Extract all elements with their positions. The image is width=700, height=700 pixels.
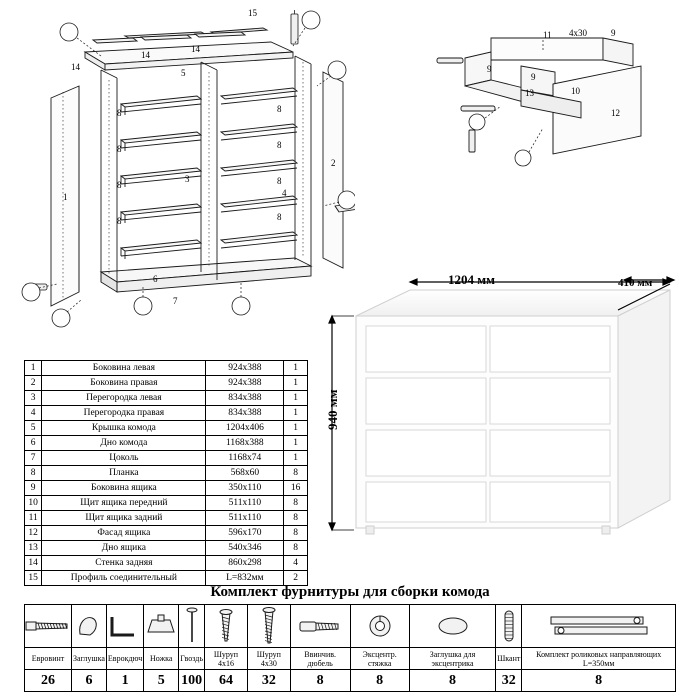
part-dimension: 834х388: [206, 406, 284, 421]
part-name: Боковина левая: [42, 361, 206, 376]
part-number: 10: [25, 496, 42, 511]
screw-in-dowel-icon: [290, 605, 350, 648]
label-4x30: 4х30: [569, 28, 587, 38]
part-name: Боковина ящика: [42, 481, 206, 496]
part-name: Планка: [42, 466, 206, 481]
part-quantity: 4: [284, 556, 308, 571]
hardware-name: Эксцентр. стяжка: [350, 648, 409, 670]
drawer-slide-icon: [522, 605, 676, 648]
table-row: [25, 436, 308, 451]
part-quantity: 2: [284, 571, 308, 586]
hardware-count: 8: [350, 670, 409, 692]
part-number: 6: [25, 436, 42, 451]
label-8-1: 8: [117, 108, 122, 118]
part-dimension: 568х60: [206, 466, 284, 481]
table-row: [25, 556, 308, 571]
hardware-count: 8: [409, 670, 495, 692]
hardware-count: 32: [496, 670, 522, 692]
label-8-5: 8: [277, 104, 282, 114]
part-dimension: 860х298: [206, 556, 284, 571]
screw-4x16-icon: [205, 605, 248, 648]
part-number: 14: [25, 556, 42, 571]
label-2: 2: [331, 158, 336, 168]
part-number: 8: [25, 466, 42, 481]
label-13: 13: [525, 88, 534, 98]
hardware-name: Шуруп 4х16: [205, 648, 248, 670]
table-row: [25, 376, 308, 391]
table-row: [25, 466, 308, 481]
part-name: Перегородка левая: [42, 391, 206, 406]
part-dimension: 540х346: [206, 541, 284, 556]
table-row: [25, 541, 308, 556]
hardware-section-title: Комплект фурнитуры для сборки комода: [210, 584, 490, 600]
part-quantity: 8: [284, 541, 308, 556]
hardware-name: Шкант: [496, 648, 522, 670]
hardware-name: Гвоздь: [179, 648, 205, 670]
hardware-count: 1: [106, 670, 143, 692]
label-12: 12: [611, 108, 620, 118]
label-10: 10: [571, 86, 580, 96]
table-row: [25, 481, 308, 496]
part-quantity: 8: [284, 466, 308, 481]
part-quantity: 1: [284, 421, 308, 436]
part-dimension: 924х388: [206, 361, 284, 376]
table-row: [25, 511, 308, 526]
part-number: 3: [25, 391, 42, 406]
dimension-height-label: 940 мм: [325, 389, 340, 430]
part-number: 4: [25, 406, 42, 421]
hardware-count: 6: [72, 670, 107, 692]
label-8-2: 8: [117, 144, 122, 154]
cam-lock-icon: [350, 605, 409, 648]
part-name: Дно комода: [42, 436, 206, 451]
hardware-count: 8: [522, 670, 676, 692]
label-8-7: 8: [277, 176, 282, 186]
nail-icon: [179, 605, 205, 648]
part-number: 5: [25, 421, 42, 436]
cam-cap-icon: [409, 605, 495, 648]
finished-chest-render: [318, 268, 678, 558]
part-dimension: 511х110: [206, 511, 284, 526]
part-dimension: 1168х388: [206, 436, 284, 451]
part-name: Фасад ящика: [42, 526, 206, 541]
part-number: 11: [25, 511, 42, 526]
label-3: 3: [185, 174, 190, 184]
part-number: 13: [25, 541, 42, 556]
label-14-a: 14: [71, 62, 80, 72]
hardware-count: 26: [25, 670, 72, 692]
part-dimension: 511х110: [206, 496, 284, 511]
hardware-count: 100: [179, 670, 205, 692]
hardware-name: Заглушка для эксцентрика: [409, 648, 495, 670]
euro-screw-icon: [25, 605, 72, 648]
part-name: Щит ящика передний: [42, 496, 206, 511]
part-dimension: 1168х74: [206, 451, 284, 466]
part-quantity: 1: [284, 361, 308, 376]
part-dimension: 350х110: [206, 481, 284, 496]
dimension-width-label: 1204 мм: [448, 272, 495, 287]
table-row: [25, 391, 308, 406]
hardware-name: Заглушка: [72, 648, 107, 670]
label-9-b: 9: [487, 64, 492, 74]
hardware-count: 8: [290, 670, 350, 692]
hardware-name: Евровинт: [25, 648, 72, 670]
hardware-name: Шуруп 4х30: [247, 648, 290, 670]
part-quantity: 8: [284, 511, 308, 526]
part-number: 15: [25, 571, 42, 586]
part-number: 1: [25, 361, 42, 376]
table-row: [25, 496, 308, 511]
part-quantity: 16: [284, 481, 308, 496]
label-8-4: 8: [117, 216, 122, 226]
label-11: 11: [543, 30, 552, 40]
dimension-depth-label: 410 мм: [618, 277, 653, 289]
cap-plug-icon: [72, 605, 107, 648]
hardware-count: 32: [247, 670, 290, 692]
part-quantity: 8: [284, 496, 308, 511]
label-4: 4: [282, 188, 287, 198]
part-number: 9: [25, 481, 42, 496]
parts-table: [24, 360, 308, 586]
part-dimension: 834х388: [206, 391, 284, 406]
table-row: [25, 406, 308, 421]
part-number: 2: [25, 376, 42, 391]
label-14-c: 14: [191, 44, 200, 54]
part-dimension: 1204х406: [206, 421, 284, 436]
screw-4x30-icon: [247, 605, 290, 648]
label-8-3: 8: [117, 180, 122, 190]
hardware-name: Ввинчив. дюбель: [290, 648, 350, 670]
table-row: [25, 526, 308, 541]
leg-icon: [144, 605, 179, 648]
part-name: Дно ящика: [42, 541, 206, 556]
part-quantity: 1: [284, 451, 308, 466]
part-quantity: 1: [284, 376, 308, 391]
drawer-detail-diagram: [425, 10, 675, 180]
part-name: Перегородка правая: [42, 406, 206, 421]
label-14-b: 14: [141, 50, 150, 60]
part-name: Крышка комода: [42, 421, 206, 436]
label-8-8: 8: [277, 212, 282, 222]
table-row: [25, 421, 308, 436]
euro-key-icon: [106, 605, 143, 648]
part-quantity: 1: [284, 436, 308, 451]
part-quantity: 8: [284, 526, 308, 541]
part-name: Щит ящика задний: [42, 511, 206, 526]
exploded-cabinet-diagram: [5, 0, 355, 350]
part-name: Цоколь: [42, 451, 206, 466]
label-5: 5: [181, 68, 186, 78]
hardware-name: Ножка: [144, 648, 179, 670]
label-8-6: 8: [277, 140, 282, 150]
part-dimension: 924х388: [206, 376, 284, 391]
part-number: 7: [25, 451, 42, 466]
part-quantity: 1: [284, 406, 308, 421]
label-7: 7: [173, 296, 178, 306]
table-row: [25, 361, 308, 376]
part-name: Боковина правая: [42, 376, 206, 391]
label-15: 15: [248, 8, 257, 18]
part-number: 12: [25, 526, 42, 541]
part-dimension: L=832мм: [206, 571, 284, 586]
part-name: Стенка задняя: [42, 556, 206, 571]
label-9-a: 9: [611, 28, 616, 38]
hardware-name: Еврокдюч: [106, 648, 143, 670]
table-row: [25, 451, 308, 466]
hardware-count: 64: [205, 670, 248, 692]
part-name: Профиль соединительный: [42, 571, 206, 586]
label-1: 1: [63, 192, 68, 202]
dowel-icon: [496, 605, 522, 648]
part-dimension: 596х170: [206, 526, 284, 541]
hardware-table: [24, 604, 676, 692]
hardware-count: 5: [144, 670, 179, 692]
hardware-name: Комплект роликовых направляющих L=350мм: [522, 648, 676, 670]
label-6: 6: [153, 274, 158, 284]
part-quantity: 1: [284, 391, 308, 406]
label-9-c: 9: [531, 72, 536, 82]
